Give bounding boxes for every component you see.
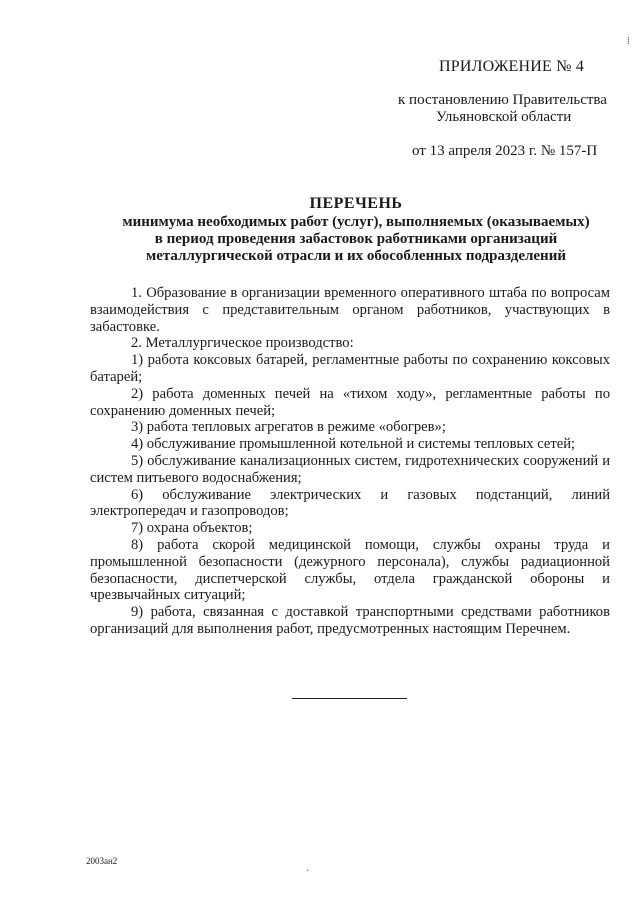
list-item: 8) работа скорой медицинской помощи, службы охраны труда и промышленной безопасности (дежурного персонала), службы радиационной безопасности, диспетчерской службы, отдела гражданской обороны и чрезвычайных ситуаций; [90, 536, 610, 604]
footer-code: 2003ан2 [86, 856, 118, 866]
list-item: 2) работа доменных печей на «тихом ходу», регламентные работы по сохранению доменных печей; [90, 385, 610, 419]
document-body [90, 285, 610, 638]
list-item: 6) обслуживание электрических и газовых подстанций, линий электропередач и газопроводов; [90, 486, 610, 520]
scan-speck-mark: · [306, 866, 310, 877]
list-item: 1) работа коксовых батарей, регламентные работы по сохранению коксовых батарей; [90, 352, 610, 385]
list-item: 1. Образование в организации временного оперативного штаба по вопросам взаимодействия с представительным органом работников, участвующих в забастовке. [90, 285, 610, 335]
resolution-reference-line1: к постановлению Правительства [398, 92, 607, 108]
separator-line [292, 698, 407, 699]
scan-speck-mark: ⁞ [627, 36, 630, 47]
resolution-reference-line2: Ульяновской области [436, 109, 572, 125]
list-item: 2. Металлургическое производство: [131, 335, 354, 352]
title-line-3: в период проведения забастовок работниками организаций [154, 231, 558, 247]
list-item: 7) охрана объектов; [131, 520, 253, 537]
list-item: 5) обслуживание канализационных систем, гидротехнических сооружений и систем питьевого водоснабжения; [90, 452, 610, 486]
document-title [90, 195, 622, 265]
title-line-1: ПЕРЕЧЕНЬ [309, 195, 403, 212]
list-item: 3) работа тепловых агрегатов в режиме «обогрев»; [131, 419, 446, 436]
title-line-2: минимума необходимых работ (услуг), выполняемых (оказываемых) [122, 214, 590, 230]
appendix-label: ПРИЛОЖЕНИЕ № 4 [439, 58, 585, 75]
list-item: 4) обслуживание промышленной котельной и системы тепловых сетей; [131, 436, 576, 453]
resolution-date-number: от 13 апреля 2023 г. № 157-П [412, 143, 598, 159]
title-line-4: металлургической отрасли и их обособленных подразделений [146, 248, 566, 264]
list-item: 9) работа, связанная с доставкой транспортными средствами работников организаций для выполнения работ, предусмотренных настоящим Перечнем. [90, 604, 610, 637]
